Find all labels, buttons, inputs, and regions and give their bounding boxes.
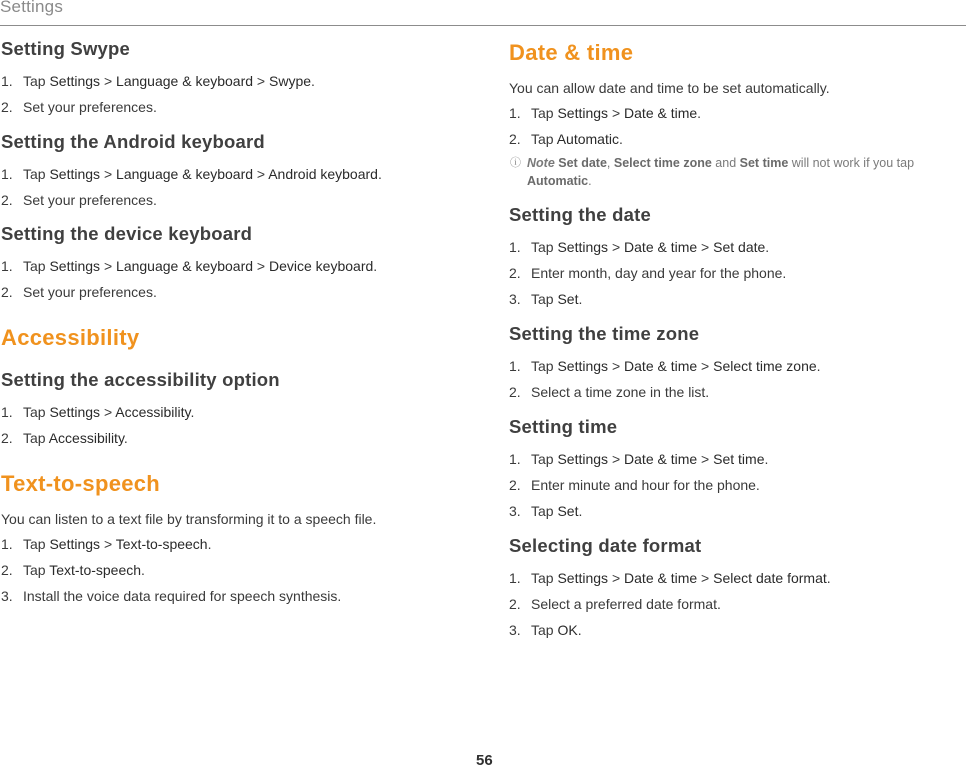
- section-accessibility: Accessibility: [1, 325, 140, 350]
- android-steps: [1, 165, 471, 209]
- list-item: 3. Tap OK.: [509, 622, 582, 638]
- section-date-time: Date & time: [509, 40, 634, 65]
- swype-steps: [1, 72, 471, 116]
- heading-time-zone: Setting the time zone: [509, 323, 700, 344]
- list-item: 2. Tap Accessibility.: [1, 430, 128, 446]
- info-icon: ⓘ: [510, 157, 521, 169]
- heading-setting-time: Setting time: [509, 416, 618, 437]
- list-item: 1. Tap Settings > Date & time > Set date.: [509, 239, 770, 255]
- section-text-to-speech: Text-to-speech: [1, 471, 161, 496]
- list-item: 3. Tap Set.: [509, 291, 583, 307]
- left-column: [1, 38, 471, 605]
- list-item: 2. Enter minute and hour for the phone.: [509, 477, 760, 493]
- list-item: 1. Tap Settings > Date & time > Select date format.: [509, 570, 831, 586]
- datetime-note: ⓘ Note Set date, Select time zone and Set time will not work if you tap Automatic.: [510, 156, 915, 188]
- list-item: 2. Set your preferences.: [1, 192, 157, 208]
- list-item: 1. Tap Settings > Date & time > Set time.: [509, 451, 769, 467]
- header-divider: [0, 25, 966, 26]
- list-item: 1. Tap Settings > Text-to-speech.: [1, 536, 212, 552]
- heading-device-keyboard: Setting the device keyboard: [1, 223, 253, 244]
- list-item: 2. Select a time zone in the list.: [509, 384, 710, 400]
- list-item: 1. Tap Settings > Language & keyboard > Swype.: [1, 73, 315, 89]
- list-item: 2. Tap Text-to-speech.: [1, 562, 145, 578]
- page-header-title: Settings: [0, 0, 64, 16]
- list-item: 2. Set your preferences.: [1, 99, 157, 115]
- list-item: 2. Tap Automatic.: [509, 131, 623, 147]
- device-steps: [1, 257, 471, 301]
- list-item: 2. Set your preferences.: [1, 284, 157, 300]
- time-steps: [509, 450, 964, 520]
- heading-accessibility-option: Setting the accessibility option: [1, 369, 280, 390]
- list-item: 1. Tap Settings > Language & keyboard > Device keyboard.: [1, 258, 378, 274]
- dateformat-steps: [509, 569, 964, 639]
- accessibility-steps: [1, 403, 471, 447]
- list-item: 2. Select a preferred date format.: [509, 596, 721, 612]
- date-steps: [509, 238, 964, 308]
- heading-setting-swype: Setting Swype: [1, 38, 131, 59]
- list-item: 1. Tap Settings > Accessibility.: [1, 404, 195, 420]
- list-item: 3. Install the voice data required for speech synthesis.: [1, 588, 342, 604]
- tts-steps: [1, 535, 471, 605]
- list-item: 1. Tap Settings > Language & keyboard > Android keyboard.: [1, 166, 382, 182]
- list-item: 2. Enter month, day and year for the phone.: [509, 265, 787, 281]
- tts-intro: You can listen to a text file by transforming it to a speech file.: [1, 511, 377, 527]
- datetime-steps: [509, 104, 964, 148]
- heading-android-keyboard: Setting the Android keyboard: [1, 131, 265, 152]
- list-item: 1. Tap Settings > Date & time > Select time zone.: [509, 358, 821, 374]
- datetime-intro: You can allow date and time to be set automatically.: [509, 80, 830, 96]
- timezone-steps: [509, 357, 964, 401]
- heading-date-format: Selecting date format: [509, 535, 702, 556]
- list-item: 3. Tap Set.: [509, 503, 583, 519]
- right-column: [509, 38, 964, 639]
- list-item: 1. Tap Settings > Date & time.: [509, 105, 702, 121]
- page-number: 56: [476, 752, 493, 769]
- heading-setting-date: Setting the date: [509, 204, 651, 225]
